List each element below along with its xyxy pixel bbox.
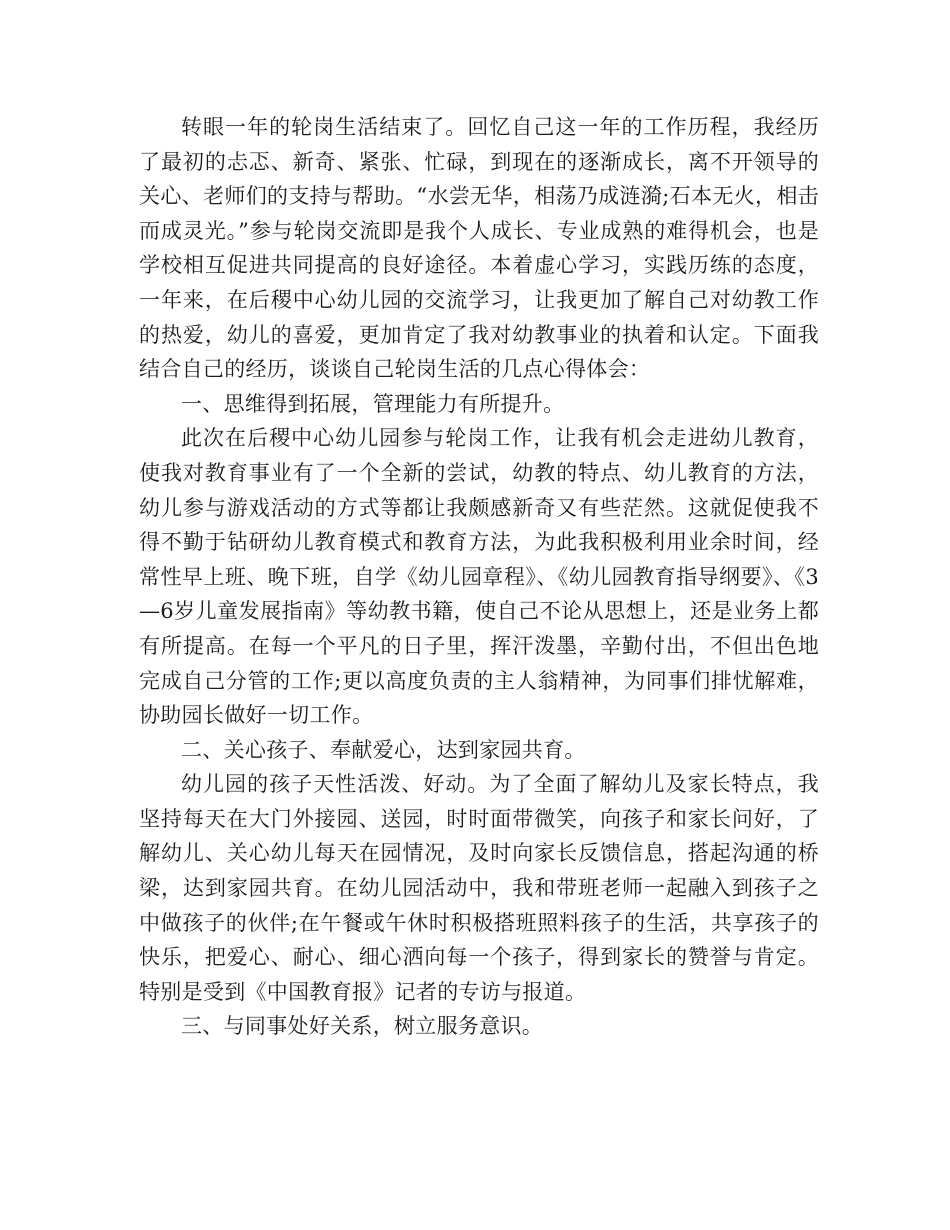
paragraph-intro: 转眼一年的轮岗生活结束了。回忆自己这一年的工作历程，我经历了最初的忐忑、新奇、紧张、忙碌，到现在的逐渐成长，离不开领导的关心、老师们的支持与帮助。“水尝无华，相荡乃成涟漪;石本无火，相击而成灵光。”参与轮岗交流即是我个人成长、专业成熟的难得机会，也是学校相互促进共同提高的良好途径。本着虚心学习，实践历练的态度，一年来，在后稷中心幼儿园的交流学习，让我更加了解自己对幼教工作的热爱，幼儿的喜爱，更加肯定了我对幼教事业的执着和认定。下面我结合自己的经历，谈谈自己轮岗生活的几点心得体会： bbox=[139, 115, 819, 382]
section-heading-2: 二、关心孩子、奉献爱心，达到家园共育。 bbox=[181, 737, 586, 762]
paragraph-section-2: 幼儿园的孩子天性活泼、好动。为了全面了解幼儿及家长特点，我坚持每天在大门外接园、送园，时时面带微笑，向孩子和家长问好，了解幼儿、关心幼儿每天在园情况，及时向家长反馈信息，搭起沟通的桥梁，达到家园共育。在幼儿园活动中，我和带班老师一起融入到孩子之中做孩子的伙伴;在午餐或午休时积极搭班照料孩子的生活，共享孩子的快乐，把爱心、耐心、细心洒向每一个孩子，得到家长的赞誉与肯定。特别是受到《中国教育报》记者的专访与报道。 bbox=[139, 772, 819, 1004]
section-heading-1: 一、思维得到拓展，管理能力有所提升。 bbox=[181, 391, 565, 416]
document-body bbox=[139, 110, 819, 1044]
section-heading-3: 三、与同事处好关系，树立服务意识。 bbox=[181, 1014, 544, 1039]
paragraph-section-1: 此次在后稷中心幼儿园参与轮岗工作，让我有机会走进幼儿教育，使我对教育事业有了一个全新的尝试，幼教的特点、幼儿教育的方法，幼儿参与游戏活动的方式等都让我颇感新奇又有些茫然。这就促使我不得不勤于钻研幼儿教育模式和教育方法，为此我积极利用业余时间，经常性早上班、晚下班，自学《幼儿园章程》、《幼儿园教育指导纲要》、《3—6岁儿童发展指南》等幼教书籍，使自己不论从思想上，还是业务上都有所提高。在每一个平凡的日子里，挥汗泼墨，辛勤付出，不但出色地完成自己分管的工作;更以高度负责的主人翁精神，为同事们排忧解难，协助园长做好一切工作。 bbox=[139, 426, 819, 728]
